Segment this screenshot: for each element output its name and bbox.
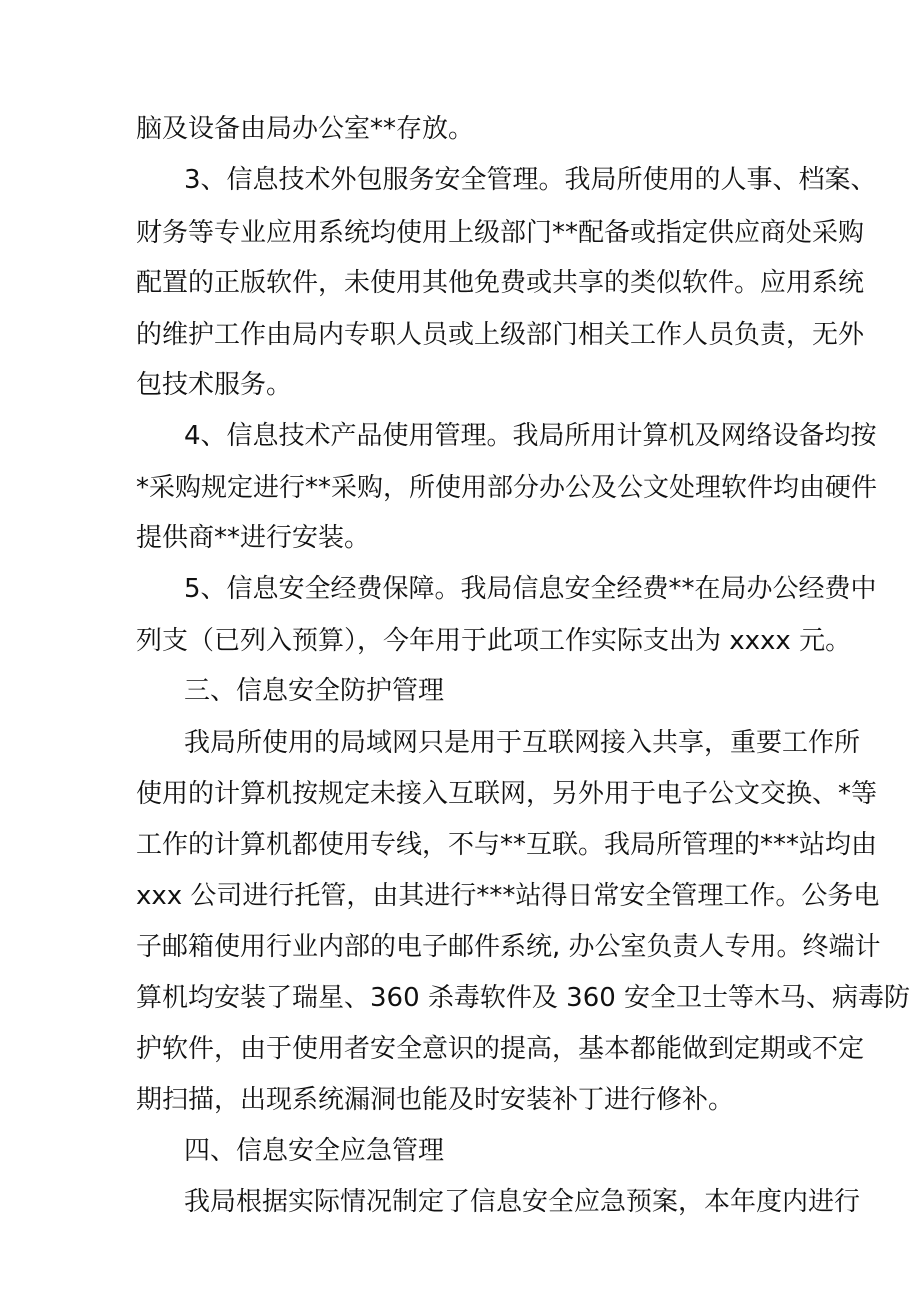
text-line: 算机均安装了瑞星、360 杀毒软件及 360 安全卫士等木马、病毒防 (136, 983, 911, 1013)
text-line: 脑及设备由局办公室**存放。 (136, 114, 475, 144)
text-line: 使用的计算机按规定未接入互联网，另外用于电子公文交换、*等 (136, 779, 878, 809)
text-line: 护软件，由于使用者安全意识的提高，基本都能做到定期或不定 (136, 1034, 865, 1064)
text-line: 期扫描，出现系统漏洞也能及时安装补丁进行修补。 (136, 1085, 735, 1115)
text-line: *采购规定进行**采购，所使用部分办公及公文处理软件均由硬件 (136, 473, 878, 503)
text-line: 我局根据实际情况制定了信息安全应急预案，本年度内进行 (184, 1187, 861, 1217)
text-line: 子邮箱使用行业内部的电子邮件系统, 办公室负责人专用。终端计 (136, 932, 881, 962)
text-line: 3、信息技术外包服务安全管理。我局所使用的人事、档案、 (184, 165, 877, 195)
text-line: 提供商**进行安装。 (136, 523, 371, 553)
section-heading: 四、信息安全应急管理 (184, 1136, 445, 1166)
text-line: 列支（已列入预算），今年用于此项工作实际支出为 xxxx 元。 (136, 626, 852, 656)
text-line: 包技术服务。 (136, 370, 293, 400)
text-line: 5、信息安全经费保障。我局信息安全经费**在局办公经费中 (184, 574, 877, 604)
text-line: xxx 公司进行托管，由其进行***站得日常安全管理工作。公务电 (136, 881, 880, 911)
section-heading: 三、信息安全防护管理 (184, 676, 445, 706)
text-line: 的维护工作由局内专职人员或上级部门相关工作人员负责，无外 (136, 320, 865, 350)
text-line: 工作的计算机都使用专线，不与**互联。我局所管理的***站均由 (136, 830, 878, 860)
text-line: 财务等专业应用系统均使用上级部门**配备或指定供应商处采购 (136, 218, 865, 248)
text-line: 我局所使用的局域网只是用于互联网接入共享，重要工作所 (184, 728, 861, 758)
text-line: 配置的正版软件，未使用其他免费或共享的类似软件。应用系统 (136, 268, 865, 298)
text-line: 4、信息技术产品使用管理。我局所用计算机及网络设备均按 (184, 421, 877, 451)
